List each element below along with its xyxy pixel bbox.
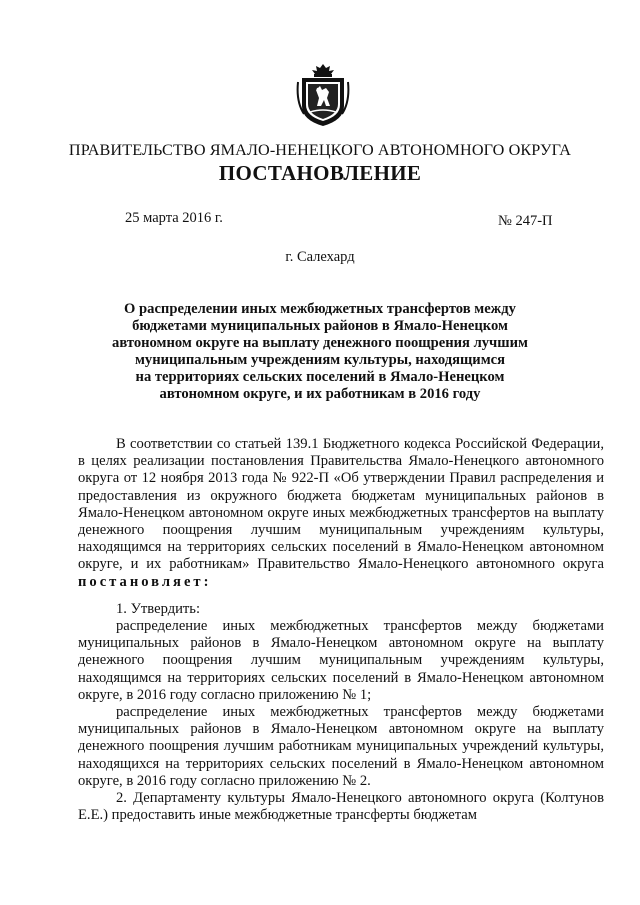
item-1-paragraph-2: распределение иных межбюджетных трансфертов между бюджетами муниципальных районов в Ямало-Ненецком автономном округе на выплату денежного поощрения лучшим работникам муниципальных учреждений культуры, находящихся на территориях сельских поселений в Ямало-Ненецком автономном округе, в 2016 году согласно приложению № 2. [78,704,604,789]
coat-of-arms-emblem [296,62,350,128]
title-line: О распределении иных межбюджетных трансфертов между [124,301,516,317]
preamble-text: В соответствии со статьей 139.1 Бюджетного кодекса Российской Федерации, в целях реализации постановления Правительства Ямало-Ненецкого автономного округа от 12 ноября 2013 года № 922-П «Об утверждении Правил распределения и предоставления из окружного бюджета бюджетам муниципальных районов в Ямало-Ненецком автономном округе иных межбюджетных трансфертов на выплату денежного поощрения лучшим муниципальным учреждениям культуры, находящимся на территориях сельских поселений в Ямало-Ненецком автономном округе, и их работникам» Правительство Ямало-Ненецкого автономного округа [78,436,604,573]
preamble-paragraph [78,436,604,591]
item-2: 2. Департаменту культуры Ямало-Ненецкого автономного округа (Колтунов Е.Е.) предоставить иные межбюджетные трансферты бюджетам [78,790,604,824]
document-title [80,301,560,403]
decides-keyword: постановляет: [78,573,212,590]
title-line: бюджетами муниципальных районов в Ямало-Ненецком [132,318,508,334]
title-line: на территориях сельских поселений в Ямало-Ненецком [135,369,505,385]
document-body [78,436,604,824]
document-date: 25 марта 2016 г. [125,210,223,226]
document-number: № 247-П [498,213,553,229]
title-line: автономном округе на выплату денежного поощрения лучшим [112,335,528,351]
item-1-paragraph-1: распределение иных межбюджетных трансфертов между бюджетами муниципальных районов в Ямало-Ненецком автономном округе на выплату денежного поощрения лучшим муниципальным учреждениям культуры, находящимся на территориях сельских поселений в Ямало-Ненецком автономном округе, в 2016 году согласно приложению № 1; [78,618,604,703]
government-name: ПРАВИТЕЛЬСТВО ЯМАЛО-НЕНЕЦКОГО АВТОНОМНОГО ОКРУГА [68,141,572,159]
document-type: ПОСТАНОВЛЕНИЕ [218,161,422,185]
title-line: муниципальным учреждениям культуры, находящимся [134,352,506,368]
document-city: г. Салехард [285,249,355,265]
title-line: автономном округе, и их работникам в 2016 году [159,386,481,402]
item-1: 1. Утвердить: [116,600,201,617]
